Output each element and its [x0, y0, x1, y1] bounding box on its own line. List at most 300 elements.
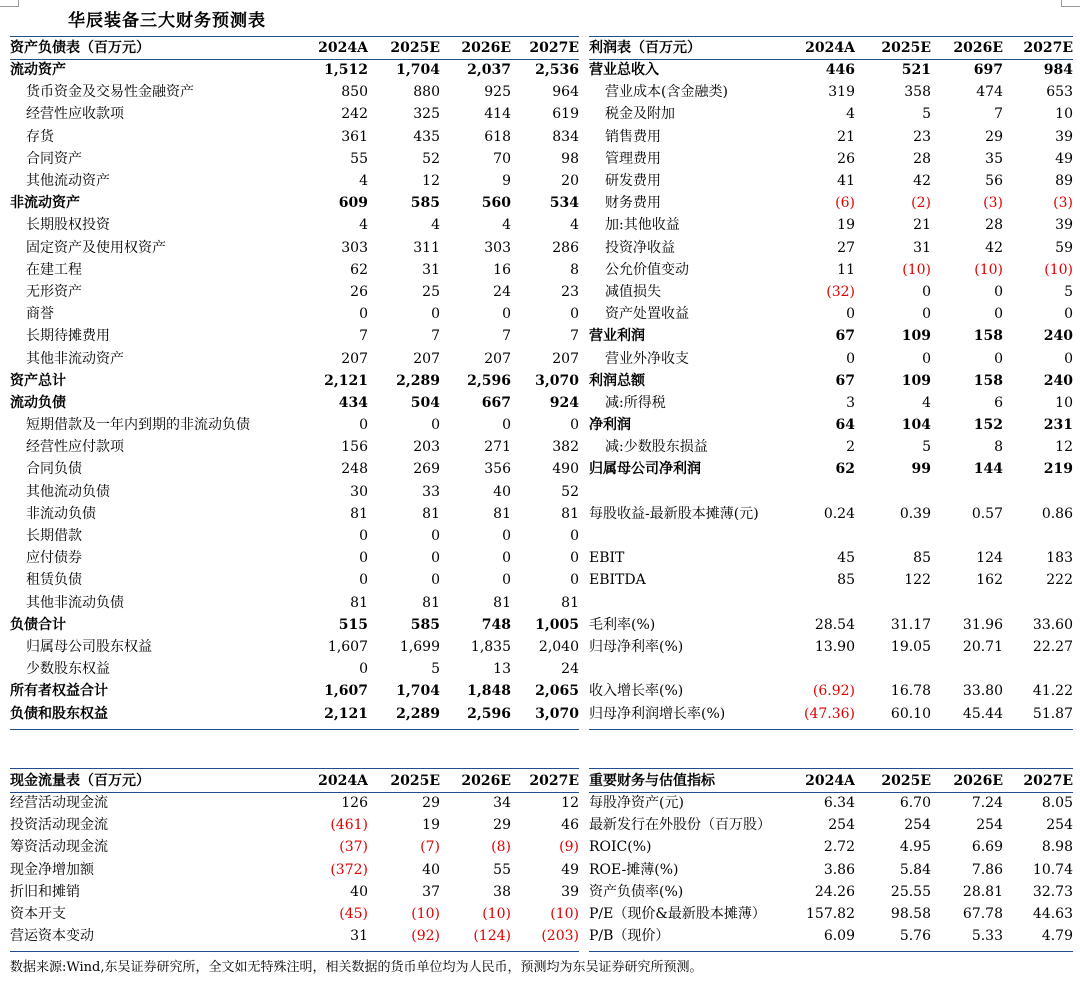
- cell-value: 254: [904, 817, 931, 834]
- cell-value: (10): [550, 906, 579, 923]
- table-row: [10, 370, 579, 392]
- table-title: 重要财务与估值指标: [589, 773, 715, 789]
- cell-value: 242: [341, 106, 368, 123]
- row-label: 加:其他收益: [605, 217, 680, 234]
- table-row: [589, 636, 1073, 658]
- cell-value: 49: [561, 861, 579, 878]
- table-row: [589, 303, 1073, 325]
- table-row: [10, 592, 579, 614]
- table-row: [589, 836, 1073, 858]
- cell-value: 984: [1043, 62, 1073, 79]
- cell-value: 3: [846, 394, 855, 411]
- cell-value: 0: [431, 572, 440, 589]
- cell-value: (10): [974, 261, 1003, 278]
- table-row: [589, 281, 1073, 303]
- cell-value: 24.26: [814, 883, 855, 900]
- cell-value: 44.63: [1032, 906, 1073, 923]
- cell-value: (8): [491, 839, 511, 856]
- source-footnote: 数据来源:Wind,东吴证券研究所，全文如无特殊注明，相关数据的货币单位均为人民币，预测均为东吴证券研究所预测。: [10, 960, 703, 975]
- cell-value: 70: [493, 150, 511, 167]
- table-row: [589, 592, 1073, 614]
- cell-value: 99: [911, 461, 931, 478]
- cell-value: 8.05: [1041, 795, 1073, 812]
- cell-value: 585: [410, 195, 440, 212]
- table-row: [589, 436, 1073, 458]
- table-row: [589, 214, 1073, 236]
- cell-value: 45: [837, 550, 855, 567]
- cell-value: 4.95: [899, 839, 931, 856]
- row-label: 经营活动现金流: [10, 795, 108, 812]
- cell-value: 382: [552, 439, 579, 456]
- cell-value: 0: [1064, 306, 1073, 323]
- cell-value: 12: [1055, 439, 1073, 456]
- cell-value: 28: [985, 217, 1003, 234]
- table-bottom-rule: [589, 951, 1073, 952]
- table-row: [10, 59, 579, 81]
- row-label: 最新发行在外股份（百万股）: [589, 817, 771, 834]
- row-label: EBIT: [589, 550, 625, 567]
- row-label: 利润总额: [589, 372, 645, 389]
- cell-value: 31: [350, 928, 368, 945]
- table-title: 现金流量表（百万元）: [10, 773, 150, 789]
- cell-value: 7: [570, 328, 579, 345]
- row-label: 无形资产: [26, 283, 82, 300]
- cell-value: 41.22: [1032, 683, 1073, 700]
- cell-value: 39: [561, 883, 579, 900]
- row-label: 归属母公司净利润: [589, 461, 701, 478]
- row-label: 合同资产: [26, 150, 82, 167]
- row-label: ROIC(%): [589, 839, 652, 856]
- cell-value: 109: [901, 328, 931, 345]
- table-row: [10, 237, 579, 259]
- row-label: P/B（现价）: [589, 928, 670, 945]
- row-label: 经营性应收款项: [26, 106, 124, 123]
- cell-value: 16: [493, 261, 511, 278]
- cell-value: [1003, 481, 1073, 503]
- row-label: 每股收益-最新股本摊薄(元): [589, 505, 759, 522]
- table-row: [589, 392, 1073, 414]
- row-label: 营业外净收支: [605, 350, 689, 367]
- cell-value: 286: [552, 239, 579, 256]
- cell-value: 81: [350, 594, 368, 611]
- table-row: [589, 81, 1073, 103]
- cell-value: 124: [976, 550, 1003, 567]
- cell-value: 1,835: [470, 638, 511, 655]
- cell-value: 240: [1043, 328, 1073, 345]
- cell-value: 474: [976, 84, 1003, 101]
- row-label: 研发费用: [605, 173, 661, 190]
- table-row: [10, 214, 579, 236]
- cell-value: 81: [561, 505, 579, 522]
- table-row: [589, 680, 1073, 702]
- cell-value: 219: [1043, 461, 1073, 478]
- row-label: 每股净资产(元): [589, 795, 684, 812]
- cell-value: 40: [493, 483, 511, 500]
- cell-value: 2,065: [535, 683, 579, 700]
- table-row: [589, 925, 1073, 947]
- cell-value: 4: [359, 217, 368, 234]
- cell-value: 2,596: [467, 705, 511, 722]
- cell-value: 85: [837, 572, 855, 589]
- cell-value: 0: [502, 528, 511, 545]
- cell-value: 2,289: [396, 705, 440, 722]
- table-row: [589, 192, 1073, 214]
- cell-value: (2): [911, 195, 931, 212]
- cell-value: 67: [835, 372, 855, 389]
- cell-value: 31: [913, 239, 931, 256]
- cell-value: 67.78: [962, 906, 1003, 923]
- cell-value: 0: [570, 528, 579, 545]
- table-row: [10, 414, 579, 436]
- cell-value: 0.57: [971, 505, 1003, 522]
- row-label: 所有者权益合计: [10, 683, 108, 700]
- column-header: 2026E: [953, 40, 1003, 56]
- cell-value: 222: [1046, 572, 1073, 589]
- cell-value: 1,704: [396, 62, 440, 79]
- table-row: [10, 836, 579, 858]
- cell-value: 1,848: [467, 683, 511, 700]
- cell-value: 52: [422, 150, 440, 167]
- table-top-rule: [589, 768, 1073, 769]
- cell-value: 4: [431, 217, 440, 234]
- cell-value: 0: [502, 306, 511, 323]
- row-label: 长期股权投资: [26, 217, 110, 234]
- cell-value: 0: [846, 306, 855, 323]
- cell-value: 7: [502, 328, 511, 345]
- cell-value: [797, 525, 855, 547]
- cell-value: 0.24: [823, 505, 855, 522]
- cell-value: 59: [1055, 239, 1073, 256]
- table-row: [10, 881, 579, 903]
- column-header: 2025E: [881, 773, 931, 789]
- row-label: EBITDA: [589, 572, 646, 589]
- cell-value: 27: [837, 239, 855, 256]
- cell-value: 697: [973, 62, 1003, 79]
- table-row: [10, 636, 579, 658]
- cell-value: 1,699: [399, 638, 440, 655]
- cell-value: 0: [570, 306, 579, 323]
- cell-value: 104: [901, 417, 931, 434]
- cell-value: 0.39: [899, 505, 931, 522]
- cell-value: [931, 481, 1003, 503]
- column-header: 2024A: [805, 40, 855, 56]
- page-corner-mark: [0, 0, 19, 7]
- cell-value: 30: [350, 483, 368, 500]
- cell-value: 311: [413, 239, 440, 256]
- cell-value: 2,536: [535, 62, 579, 79]
- row-label: 投资净收益: [605, 239, 675, 256]
- cell-value: [1003, 592, 1073, 614]
- cell-value: 28.81: [962, 883, 1003, 900]
- cell-value: 248: [341, 461, 368, 478]
- cell-value: 0: [502, 550, 511, 567]
- cell-value: 435: [413, 128, 440, 145]
- column-header: 2026E: [461, 40, 511, 56]
- row-label: 应付债券: [26, 550, 82, 567]
- cell-value: 52: [561, 483, 579, 500]
- cell-value: 21: [913, 217, 931, 234]
- cell-value: 35: [985, 150, 1003, 167]
- column-header: 2024A: [318, 773, 368, 789]
- row-label: 减值损失: [605, 283, 661, 300]
- cell-value: 24: [561, 661, 579, 678]
- cell-value: 42: [913, 173, 931, 190]
- cell-value: (6): [835, 195, 855, 212]
- cell-value: 10: [1055, 106, 1073, 123]
- cell-value: 0: [359, 550, 368, 567]
- cell-value: 0: [359, 572, 368, 589]
- cell-value: 81: [422, 594, 440, 611]
- row-label: 筹资活动现金流: [10, 839, 108, 856]
- cell-value: 504: [410, 394, 440, 411]
- cell-value: (124): [473, 928, 511, 945]
- cell-value: 158: [973, 372, 1003, 389]
- table-row: [589, 658, 1073, 680]
- cell-value: 4: [846, 106, 855, 123]
- table-row: [10, 547, 579, 569]
- table-row: [589, 148, 1073, 170]
- cell-value: 20.71: [962, 638, 1003, 655]
- cell-value: 4: [922, 394, 931, 411]
- income-statement-table: [589, 37, 1073, 725]
- cell-value: 56: [985, 173, 1003, 190]
- cell-value: 303: [484, 239, 511, 256]
- cell-value: 1,607: [324, 683, 368, 700]
- cell-value: 4: [502, 217, 511, 234]
- cell-value: 414: [484, 106, 511, 123]
- row-label: 财务费用: [605, 195, 661, 212]
- column-header: 2024A: [805, 773, 855, 789]
- cell-value: 5: [922, 439, 931, 456]
- column-header: 2026E: [461, 773, 511, 789]
- cell-value: 0: [359, 417, 368, 434]
- cell-value: 0: [922, 350, 931, 367]
- cell-value: 29: [985, 128, 1003, 145]
- cell-value: 0: [502, 417, 511, 434]
- cell-value: 60.10: [890, 705, 931, 722]
- cell-value: 157.82: [806, 906, 855, 923]
- table-row: [589, 126, 1073, 148]
- cell-value: 23: [561, 283, 579, 300]
- cell-value: (10): [1044, 261, 1073, 278]
- cell-value: 585: [410, 616, 440, 633]
- table-row: [589, 414, 1073, 436]
- cell-value: 13: [493, 661, 511, 678]
- cell-value: 254: [828, 817, 855, 834]
- cell-value: 40: [422, 861, 440, 878]
- cell-value: 81: [493, 505, 511, 522]
- table-header-row: [10, 37, 579, 59]
- cell-value: 13.90: [814, 638, 855, 655]
- row-label: 资本开支: [10, 906, 66, 923]
- cell-value: 609: [338, 195, 368, 212]
- table-top-rule: [10, 768, 579, 769]
- table-row: [10, 702, 579, 724]
- cell-value: 11: [837, 261, 855, 278]
- table-row: [589, 547, 1073, 569]
- table-bottom-rule: [589, 729, 1073, 730]
- cell-value: 62: [835, 461, 855, 478]
- cell-value: 158: [973, 328, 1003, 345]
- cell-value: 81: [493, 594, 511, 611]
- row-label: 营业总收入: [589, 62, 659, 79]
- table-row: [589, 103, 1073, 125]
- cell-value: 2: [846, 439, 855, 456]
- cell-value: 5.84: [899, 861, 931, 878]
- cell-value: (47.36): [803, 705, 855, 722]
- cell-value: 62: [350, 261, 368, 278]
- table-row: [589, 525, 1073, 547]
- cell-value: 5: [431, 661, 440, 678]
- cell-value: 81: [350, 505, 368, 522]
- table-row: [589, 170, 1073, 192]
- cell-value: 40: [350, 883, 368, 900]
- row-label: 资产负债率(%): [589, 883, 684, 900]
- cell-value: 5.76: [899, 928, 931, 945]
- cell-value: 0: [431, 306, 440, 323]
- cell-value: 6.69: [971, 839, 1003, 856]
- cell-value: 9: [502, 173, 511, 190]
- row-label: P/E（现价&最新股本摊薄）: [589, 906, 766, 923]
- column-header: 2026E: [953, 773, 1003, 789]
- row-label: 经营性应付款项: [26, 439, 124, 456]
- row-label: 毛利率(%): [589, 616, 656, 633]
- cell-value: 38: [493, 883, 511, 900]
- cell-value: 0: [359, 306, 368, 323]
- row-label: 非流动资产: [10, 195, 80, 212]
- cell-value: 3.86: [823, 861, 855, 878]
- column-header: 2025E: [390, 773, 440, 789]
- cell-value: 12: [422, 173, 440, 190]
- row-label: 租赁负债: [26, 572, 82, 589]
- column-header: 2025E: [881, 40, 931, 56]
- row-label: 其他流动资产: [26, 173, 110, 190]
- table-row: [10, 481, 579, 503]
- cell-value: 5.33: [971, 928, 1003, 945]
- row-label: 长期待摊费用: [26, 328, 110, 345]
- cell-value: 19: [837, 217, 855, 234]
- cell-value: 254: [1046, 817, 1073, 834]
- cell-value: 122: [904, 572, 931, 589]
- page-title: 华辰装备三大财务预测表: [68, 11, 266, 31]
- cell-value: [855, 525, 931, 547]
- cell-value: 618: [484, 128, 511, 145]
- cell-value: (203): [541, 928, 579, 945]
- row-label: ROE-摊薄(%): [589, 861, 679, 878]
- cell-value: 2,121: [324, 372, 368, 389]
- table-row: [589, 569, 1073, 591]
- table-header-row: [589, 770, 1073, 792]
- cell-value: 207: [341, 350, 368, 367]
- table-row: [589, 347, 1073, 369]
- cell-value: 81: [422, 505, 440, 522]
- cell-value: 924: [549, 394, 579, 411]
- cell-value: 2,121: [324, 705, 368, 722]
- table-title: 利润表（百万元）: [589, 40, 701, 56]
- row-label: 在建工程: [26, 261, 82, 278]
- cell-value: 231: [1043, 417, 1073, 434]
- cell-value: (6.92): [812, 683, 855, 700]
- cell-value: 653: [1046, 84, 1073, 101]
- row-label: 合同负债: [26, 461, 82, 478]
- row-label: 归属母公司股东权益: [26, 638, 152, 655]
- column-header: 2024A: [318, 40, 368, 56]
- cell-value: 126: [341, 795, 368, 812]
- cell-value: 2,040: [538, 638, 579, 655]
- row-label: 净利润: [589, 417, 631, 434]
- cell-value: 98: [561, 150, 579, 167]
- cell-value: 26: [837, 150, 855, 167]
- cell-value: [1003, 658, 1073, 680]
- cell-value: (9): [559, 839, 579, 856]
- row-label: 少数股东权益: [26, 661, 110, 678]
- table-row: [10, 814, 579, 836]
- column-header: 2027E: [1023, 40, 1073, 56]
- cell-value: (372): [330, 861, 368, 878]
- cell-value: 37: [422, 883, 440, 900]
- cell-value: 7.86: [971, 861, 1003, 878]
- cell-value: 28.54: [814, 616, 855, 633]
- cell-value: 12: [561, 795, 579, 812]
- row-label: 货币资金及交易性金融资产: [26, 84, 194, 101]
- balance-sheet-table: [10, 37, 579, 725]
- row-label: 营业利润: [589, 328, 645, 345]
- row-label: 折旧和摊销: [10, 883, 80, 900]
- cell-value: 28: [913, 150, 931, 167]
- cell-value: 0: [570, 417, 579, 434]
- table-row: [10, 525, 579, 547]
- table-row: [10, 148, 579, 170]
- cell-value: 0: [570, 550, 579, 567]
- cell-value: 0: [1064, 350, 1073, 367]
- cell-value: 29: [493, 817, 511, 834]
- cell-value: 31.96: [962, 616, 1003, 633]
- cell-value: 98.58: [890, 906, 931, 923]
- cell-value: 23: [913, 128, 931, 145]
- table-row: [589, 614, 1073, 636]
- cell-value: 203: [413, 439, 440, 456]
- row-label: 资产处置收益: [605, 306, 689, 323]
- table-row: [589, 881, 1073, 903]
- column-header: 2027E: [529, 40, 579, 56]
- row-label: 减:少数股东损益: [605, 439, 708, 456]
- row-label: [589, 481, 797, 503]
- cell-value: 434: [338, 394, 368, 411]
- cell-value: (10): [902, 261, 931, 278]
- cell-value: 0: [994, 350, 1003, 367]
- cell-value: 0: [502, 572, 511, 589]
- cell-value: 162: [976, 572, 1003, 589]
- table-bottom-rule: [10, 951, 579, 952]
- table-row: [10, 925, 579, 947]
- cell-value: (92): [411, 928, 440, 945]
- column-header: 2027E: [1023, 773, 1073, 789]
- cell-value: 55: [350, 150, 368, 167]
- cell-value: 964: [552, 84, 579, 101]
- table-row: [10, 170, 579, 192]
- cell-value: 1,607: [327, 638, 368, 655]
- cell-value: 0: [570, 572, 579, 589]
- cell-value: 26: [350, 283, 368, 300]
- row-label: 非流动负债: [26, 505, 96, 522]
- cell-value: 109: [901, 372, 931, 389]
- cell-value: 31: [422, 261, 440, 278]
- cell-value: 20: [561, 173, 579, 190]
- table-row: [589, 259, 1073, 281]
- cell-value: [855, 658, 931, 680]
- cell-value: (32): [826, 283, 855, 300]
- row-label: 负债合计: [10, 616, 66, 633]
